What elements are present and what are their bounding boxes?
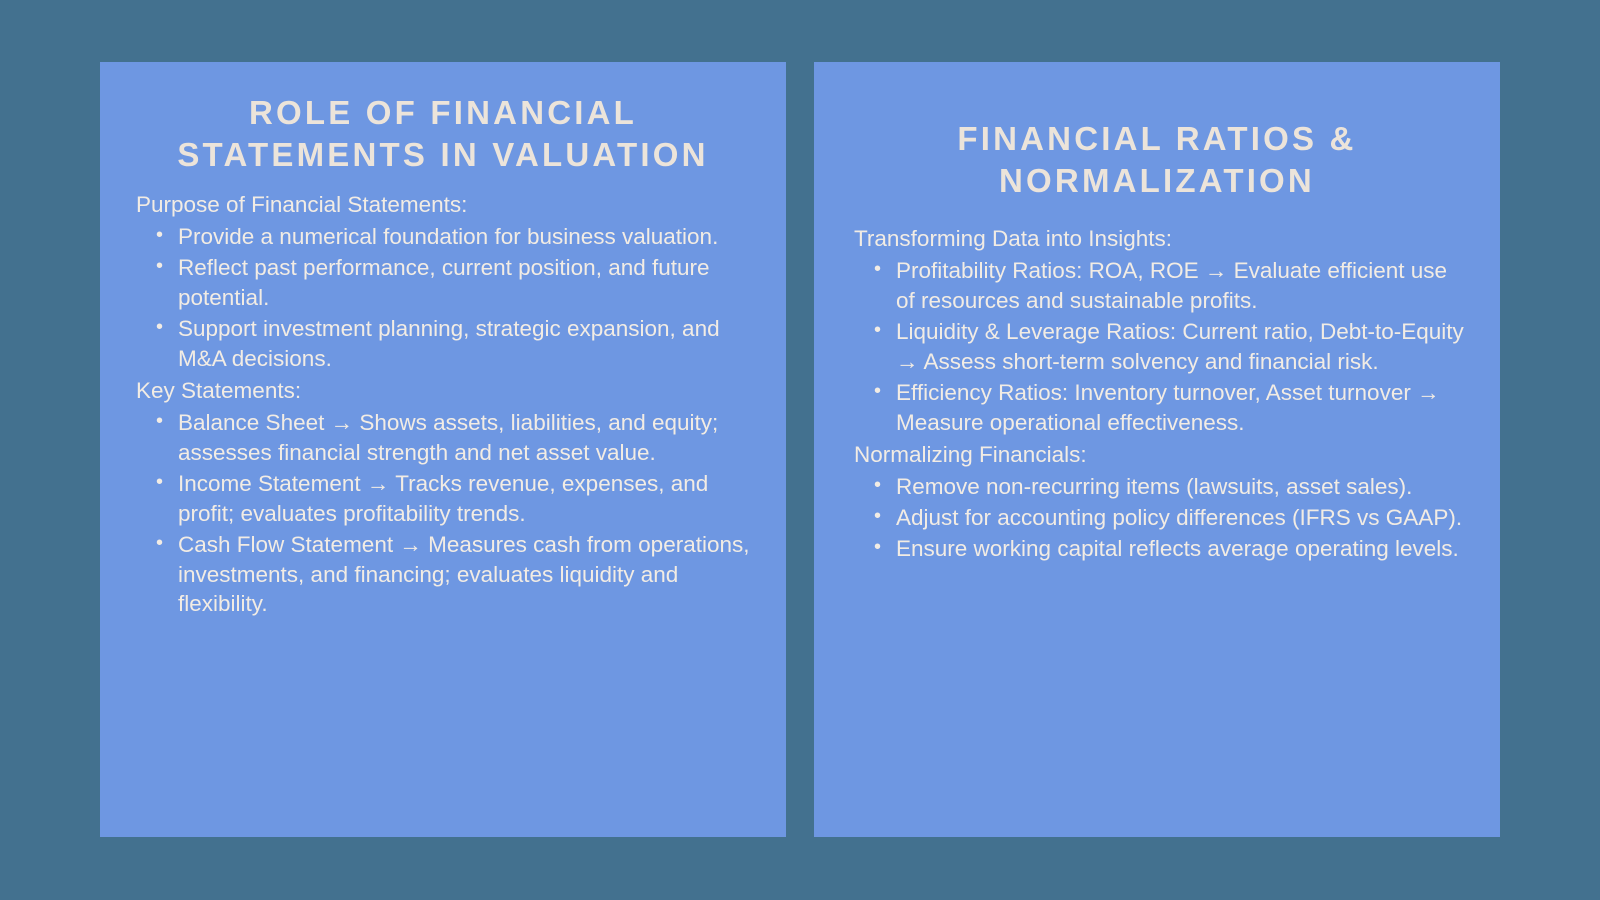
list-item: • Adjust for accounting policy differences (IFRS vs GAAP). <box>874 503 1466 533</box>
panel-body <box>134 190 752 620</box>
list-item: • Efficiency Ratios: Inventory turnover, Asset turnover → Measure operational effectiveness. <box>874 378 1466 438</box>
bullet-list <box>852 256 1466 438</box>
list-item: • Income Statement → Tracks revenue, expenses, and profit; evaluates profitability trends. <box>156 469 752 529</box>
panel-financial-ratios-normalization <box>814 62 1500 837</box>
list-item: • Profitability Ratios: ROA, ROE → Evaluate efficient use of resources and sustainable profits. <box>874 256 1466 316</box>
panel-title: FINANCIAL RATIOS & NORMALIZATION <box>957 120 1357 200</box>
list-item: • Cash Flow Statement → Measures cash from operations, investments, and financing; evaluates liquidity and flexibility. <box>156 530 752 620</box>
bullet-list <box>852 472 1466 564</box>
bullet-list <box>134 408 752 619</box>
list-item: • Liquidity & Leverage Ratios: Current ratio, Debt-to-Equity → Assess short-term solvency and financial risk. <box>874 317 1466 377</box>
panel-body <box>848 224 1466 564</box>
bullet-list <box>134 222 752 374</box>
list-item: • Remove non-recurring items (lawsuits, asset sales). <box>874 472 1466 502</box>
list-item: • Ensure working capital reflects average operating levels. <box>874 534 1466 564</box>
list-item: • Balance Sheet → Shows assets, liabilities, and equity; assesses financial strength and net asset value. <box>156 408 752 468</box>
section-label: Purpose of Financial Statements: <box>136 192 468 218</box>
section-label: Transforming Data into Insights: <box>854 226 1173 252</box>
panel-title: ROLE OF FINANCIAL STATEMENTS IN VALUATION <box>177 94 709 174</box>
panel-role-of-financial-statements <box>100 62 786 837</box>
section-label: Normalizing Financials: <box>854 441 1087 467</box>
list-item: • Support investment planning, strategic expansion, and M&A decisions. <box>156 314 752 374</box>
section-label: Key Statements: <box>136 378 302 403</box>
list-item: • Provide a numerical foundation for business valuation. <box>156 222 752 252</box>
list-item: • Reflect past performance, current position, and future potential. <box>156 253 752 313</box>
